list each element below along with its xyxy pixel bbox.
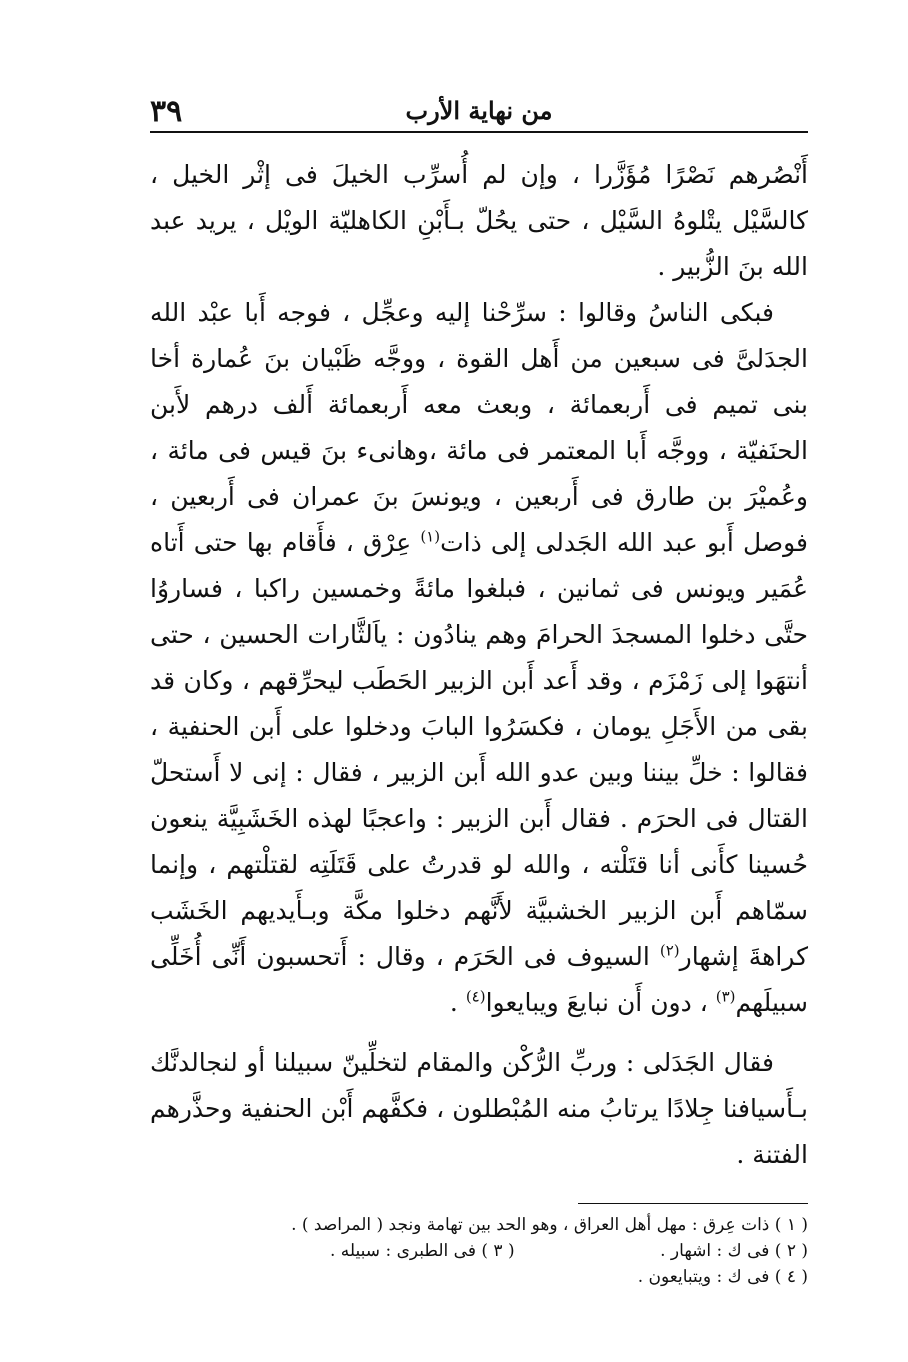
header-rule [150,131,808,133]
footnote-3: ( ٣ ) فى الطبرى : سبيله . [330,1241,515,1261]
paragraph: فقال الجَدَلى : وربِّ الرُّكْن والمقام لتخلِّينّ سبيلنا أو لنجالدنَّك بـأَسيافنا جِلادًا يرتابُ منه المُبْطلون ، فكفَّهم أَبْن الحنفية وحذَّرهم الفتنة . [150,1048,808,1169]
main-text [150,152,808,1178]
footnote-2: ( ٢ ) فى ك : اشهار . [660,1241,808,1261]
footnote-ref-2: (٢) [659,941,680,960]
page-number: ٣٩ [150,94,183,129]
footnote-rule [578,1203,808,1204]
footnote-1: ( ١ ) ذات عِرق : مهل أهل العراق ، وهو الحد بين تهامة ونجد ( المراصد ) . [291,1215,808,1235]
footnotes [150,1212,808,1290]
page-header [150,88,808,130]
running-title: من نهاية الأرب [405,96,553,125]
footnote-ref-4: (٤) [465,987,486,1006]
text-line: أَنْصُرهم نَصْرًا مُؤَزَّرا ، وإن لم أُسرِّب الخيلَ فى إثْر الخيل ، كالسَّيْل يتْلوهُ السَّيْل ، حتى يحُلّ بـأَبْنِ الكاهليّة الويْل ، يريد عبد الله بنَ الزُّبير . [150,160,808,281]
footnote-row [150,1238,808,1264]
footnote-ref-3: (٣) [715,987,736,1006]
footnote-4: ( ٤ ) فى ك : ويتبايعون . [637,1267,808,1287]
footnote-ref-1: (١) [420,527,441,546]
paragraph: فبكى الناسُ وقالوا : سرِّحْنا إليه وعجِّل ، فوجه أَبا عبْد الله الجدَلىَّ فى سبعين من أَهل القوة ، ووجَّه ظَبْيان بنَ عُمارة أخا بنى تميم فى أَربعمائة ، وبعث معه أَربعمائة أَلف درهم لأَبن الحنَفيّة ، ووجَّه أَبا المعتمر فى مائة ،وهانىء بنَ قيس فى مائة ، وعُميْرَ بن طارق فى أَربعين ، ويونسَ بنَ عمران فى أَربعين ، فوصل أَبو عبد الله الجَدلى إلى ذات$^{(١)}$ عِرْق ، فأَقام بها حتى أَتاه عُمَير ويونس فى ثمانين ، فبلغوا مائةً وخمسين راكبا ، فساروُا حتَّى دخلوا المسجدَ الحرامَ وهم ينادُون : ياَلثَّارات الحسين ، حتى أنتهَوا إلى زَمْزَم ، وقد أَعد أَبن الزبير الحَطَب ليحرِّقهم ، وكان قد بقى من الأَجَلِ يومان ، فكسَرُوا البابَ ودخلوا على أَبن الحنفية ، فقالوا : خلِّ بيننا وبين عدو الله أَبن الزبير ، فقال : إنى لا أَستحلّ القتال فى الحرَم . فقال أَبن الزبير : واعجبًا لهذه الخَشَبِيَّة ينعون حُسينا كأَنى أنا قتَلْته ، والله لو قدرتُ على قَتَلَتِه لقتلْتهم ، وإنما سمّاهم أَبن الزبير الخشبيَّة لأَنَّهم دخلوا مكَّة وبـأَيديهم الخَشَب كراهةَ إشهار$^{(٢)}$ السيوف فى الحَرَم ، وقال : أَتحسبون أَنِّى أُخَلِّى سبيلَهم$^{(٣)}$ ، دون أَن نبايعَ ويبايعوا$^{(٤)}$ . [150,298,809,1017]
